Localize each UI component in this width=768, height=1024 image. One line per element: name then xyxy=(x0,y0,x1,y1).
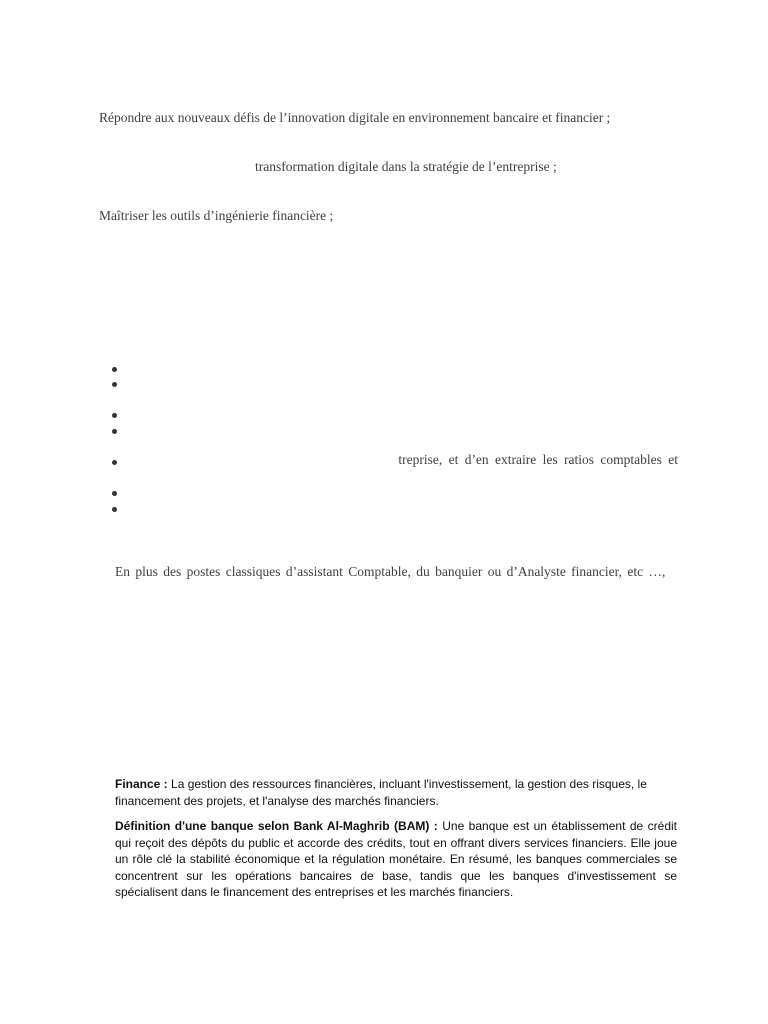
bullet-item xyxy=(112,452,678,469)
bullet-dot-icon xyxy=(112,413,117,418)
bank-term: Définition d'une banque selon Bank Al-Maghrib (BAM) : xyxy=(115,819,438,833)
bullet-item xyxy=(112,408,678,422)
bullet-item xyxy=(112,502,678,516)
bullet-item xyxy=(112,362,678,376)
bank-text: Une banque est un établissement de crédit qui reçoit des dépôts du public et accorde des crédits, tout en offrant divers services financiers. Elle joue un rôle clé la stabilité économique et la régulation monétaire. En résumé, les banques commerciales se concentrent sur les opérations bancaires de base, tandis que les banques d'investissement se spécialisent dans le financement des entreprises et les marchés financiers. xyxy=(115,819,677,899)
bullet-dot-icon xyxy=(112,507,117,512)
bullet-text: treprise, et d’en extraire les ratios comptables et xyxy=(398,452,678,467)
bullet-dot-icon xyxy=(112,491,117,496)
bullet-item xyxy=(112,424,678,438)
finance-definition xyxy=(115,776,677,809)
bank-definition xyxy=(115,818,677,901)
careers-sentence: En plus des postes classiques d’assistant Comptable, du banquier ou d’Analyste financier, etc …, xyxy=(115,564,666,579)
bullet-item xyxy=(112,377,678,391)
objective-line-1: Répondre aux nouveaux défis de l’innovation digitale en environnement bancaire et financier ; xyxy=(99,110,611,125)
finance-text: La gestion des ressources financières, incluant l'investissement, la gestion des risques, le financement des projets, et l'analyse des marchés financiers. xyxy=(115,777,647,808)
objective-line-3: Maîtriser les outils d’ingénierie financière ; xyxy=(99,208,334,223)
bullet-dot-icon xyxy=(112,460,117,465)
objective-line-2: transformation digitale dans la stratégie de l’entreprise ; xyxy=(255,159,557,174)
bullet-dot-icon xyxy=(112,382,117,387)
finance-term: Finance : xyxy=(115,777,168,791)
bullet-dot-icon xyxy=(112,429,117,434)
bullet-item xyxy=(112,486,678,500)
bullet-dot-icon xyxy=(112,367,117,372)
